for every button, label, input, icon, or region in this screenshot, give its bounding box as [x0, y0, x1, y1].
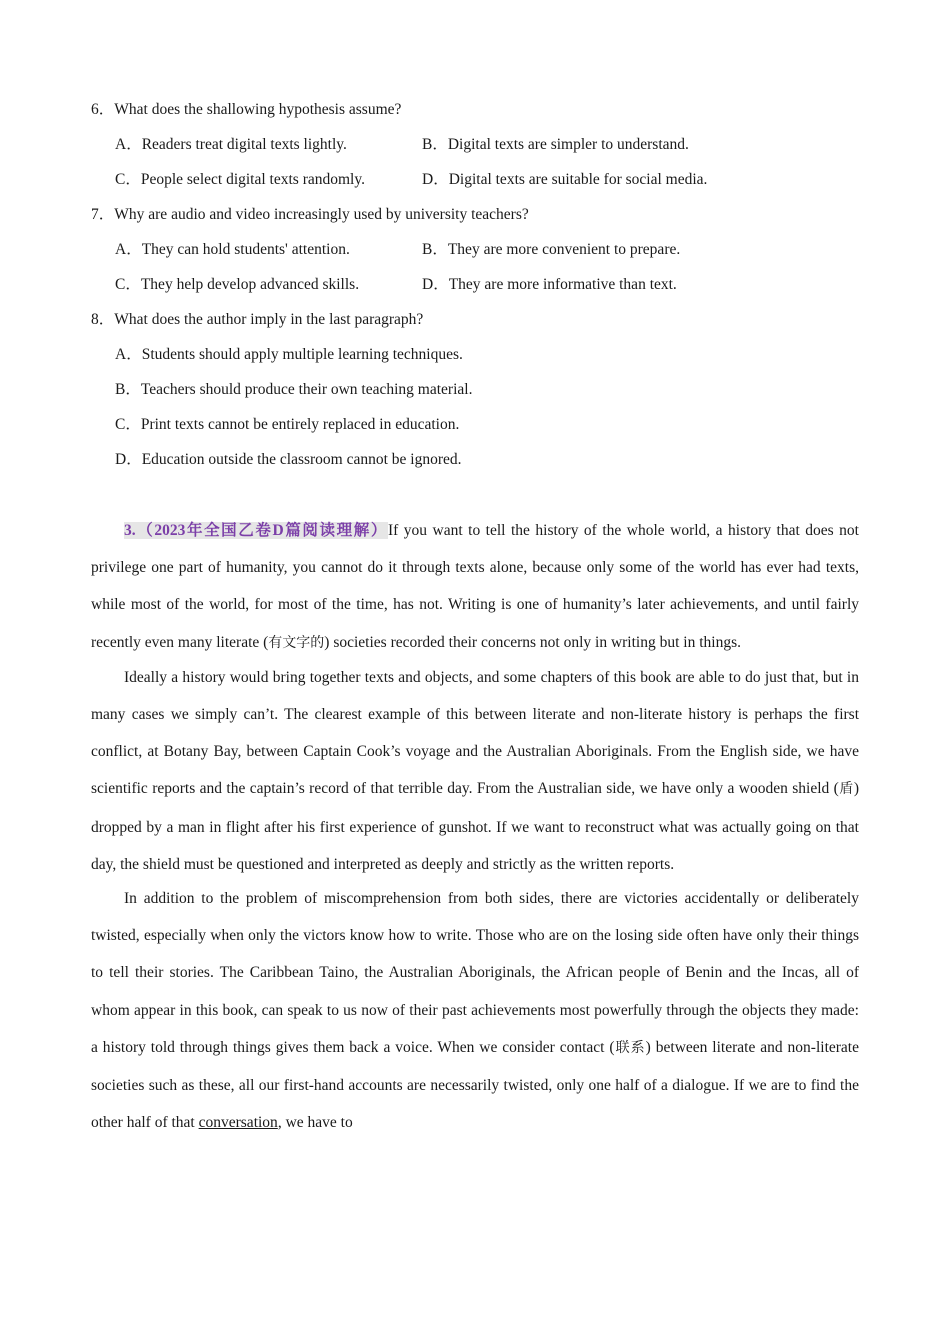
source-tag: 3.（2023年全国乙卷D篇阅读理解） [124, 522, 388, 539]
option-d: D．Digital texts are suitable for social media. [422, 171, 708, 188]
underlined-word: conversation [198, 1114, 278, 1132]
option-c: C．Print texts cannot be entirely replaced in education. [115, 416, 460, 433]
question-6-options-row-1 [91, 131, 859, 166]
passage-paragraph-2: Ideally a history would bring together texts and objects, and some chapters of this book are able to do just that, but in many cases we simply can’t. The clearest example of this between literate and non-literate history is perhaps the first conflict, at Botany Bay, between Captain Cook’s voyage and the Australian Aboriginals. From the English side, we have scientific reports and the captain’s record of that terrible day. From the Australian side, we have only a wooden shield (盾) dropped by a man in flight after his first experience of gunshot. If we want to reconstruct what was actually going on that day, the shield must be questioned and interpreted as deeply and strictly as the written reports. [91, 668, 859, 873]
question-number: 6． [91, 101, 115, 118]
question-8-stem [91, 306, 859, 341]
option-b: B．Teachers should produce their own teaching material. [115, 381, 473, 398]
question-6-stem [91, 96, 859, 131]
option-c: C．They help develop advanced skills. [115, 276, 360, 293]
passage-paragraph-3: In addition to the problem of miscomprehension from both sides, there are victories accidentally or deliberately twisted, especially when only the victors know how to write. Those who are on the losing side often have only their things to tell their stories. The Caribbean Taino, the Australian Aboriginals, the African people of Benin and the Incas, all of whom appear in this book, can speak to us now of their past achievements most powerfully through the objects they made: a history told through things gives them back a voice. When we consider contact (联系) between literate and non-literate societies such as these, all our first-hand accounts are necessarily twisted, only one half of a dialogue. If we are to find the other half of that conversation, we have to [91, 890, 859, 1132]
option-c: C．People select digital texts randomly. [115, 171, 365, 188]
question-list [91, 96, 859, 481]
chinese-gloss: 联系 [614, 1039, 646, 1056]
option-a: A．Readers treat digital texts lightly. [115, 136, 347, 153]
question-text: What does the author imply in the last paragraph? [114, 311, 424, 328]
reading-passage [91, 512, 859, 1141]
option-a: A．Students should apply multiple learning techniques. [115, 346, 463, 363]
question-7-stem [91, 201, 859, 236]
chinese-gloss: 盾 [838, 781, 854, 798]
option-d: D．Education outside the classroom cannot be ignored. [115, 451, 462, 468]
passage-paragraph-1: 3.（2023年全国乙卷D篇阅读理解）If you want to tell the history of the whole world, a history that does not privilege one part of humanity, you cannot do it through texts alone, because only some of the world has ever had texts, while most of the world, for most of the time, has not. Writing is one of humanity’s later achievements, and until fairly recently even many literate (有文字的) societies recorded their concerns not only in writing but in things. [91, 522, 859, 651]
question-7-options-row-2 [91, 271, 859, 306]
option-b: B．They are more convenient to prepare. [422, 241, 681, 258]
option-a: A．They can hold students' attention. [115, 241, 350, 258]
question-number: 7． [91, 206, 115, 223]
question-text: What does the shallowing hypothesis assume? [114, 101, 402, 118]
question-text: Why are audio and video increasingly used by university teachers? [114, 206, 529, 223]
option-d: D．They are more informative than text. [422, 276, 677, 293]
question-6-options-row-2 [91, 166, 859, 201]
question-number: 8． [91, 311, 115, 328]
question-7-options-row-1 [91, 236, 859, 271]
option-b: B．Digital texts are simpler to understand. [422, 136, 689, 153]
chinese-gloss: 有文字的 [268, 634, 325, 651]
